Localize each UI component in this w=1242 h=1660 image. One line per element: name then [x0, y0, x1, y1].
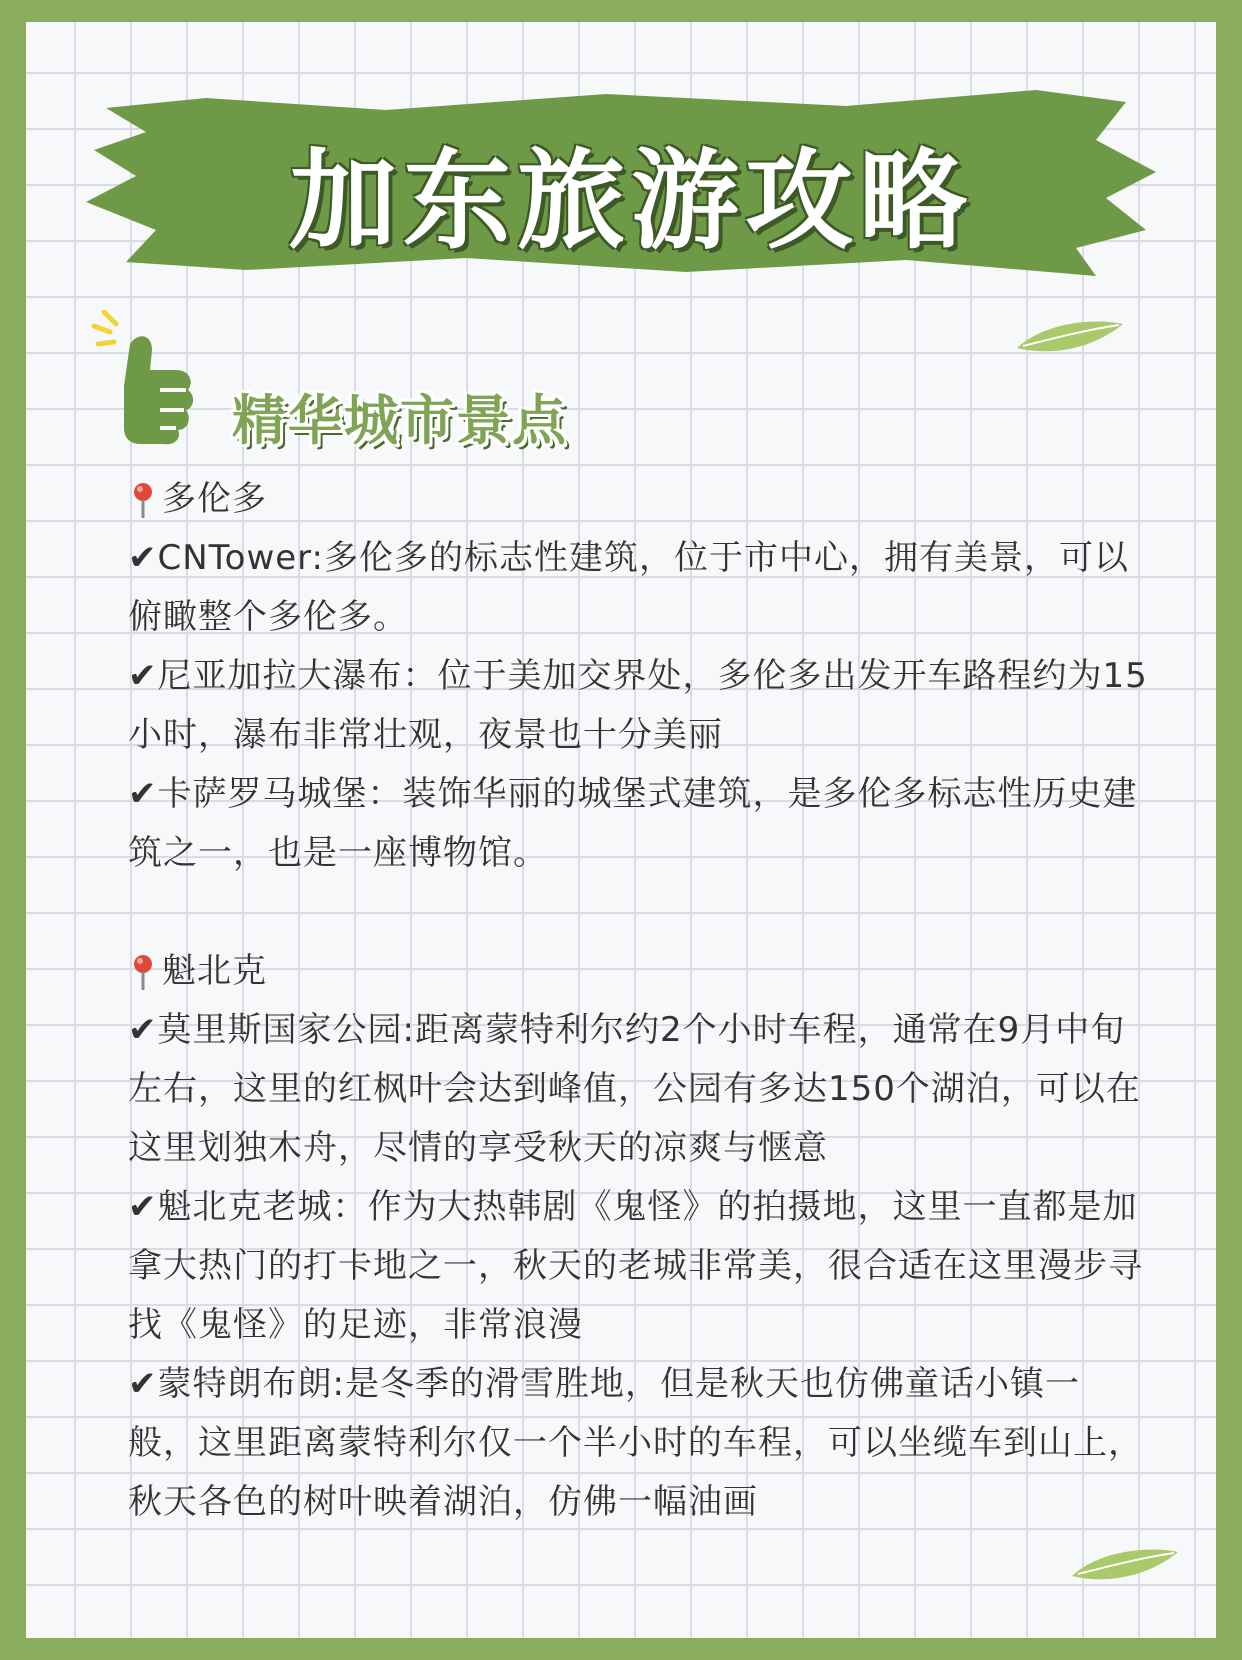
leaf-icon: [1015, 318, 1125, 358]
city-heading: [128, 470, 1148, 529]
spacer: [128, 883, 1148, 942]
attraction-item: ✔尼亚加拉大瀑布：位于美加交界处，多伦多出发开车路程约为15小时，瀑布非常壮观，夜景也十分美丽: [128, 656, 1148, 755]
attraction-item: ✔CNTower:多伦多的标志性建筑，位于市中心，拥有美景，可以俯瞰整个多伦多。: [128, 538, 1130, 637]
attraction-item: ✔莫里斯国家公园:距离蒙特利尔约2个小时车程，通常在9月中旬左右，这里的红枫叶会达到峰值，公园有多达150个湖泊，可以在这里划独木舟，尽情的享受秋天的凉爽与惬意: [128, 1010, 1141, 1168]
section-heading: 精华城市景点: [232, 389, 568, 452]
city-name: 多伦多: [162, 479, 267, 519]
leaf-icon: [1070, 1546, 1180, 1586]
attraction-item: ✔魁北克老城：作为大热韩剧《鬼怪》的拍摄地，这里一直都是加拿大热门的打卡地之一，秋天的老城非常美，很合适在这里漫步寻找《鬼怪》的足迹，非常浪漫: [128, 1187, 1143, 1345]
attraction-item: ✔蒙特朗布朗:是冬季的滑雪胜地，但是秋天也仿佛童话小镇一般，这里距离蒙特利尔仅一个半小时的车程，可以坐缆车到山上，秋天各色的树叶映着湖泊，仿佛一幅油画: [128, 1364, 1143, 1522]
city-name: 魁北克: [162, 951, 267, 991]
pushpin-icon: [128, 952, 158, 992]
title-banner: [86, 80, 1176, 280]
pushpin-icon: [128, 480, 158, 520]
city-heading: [128, 942, 1148, 1001]
content-body: [128, 470, 1148, 1532]
page-title: 加东旅游攻略: [288, 139, 973, 264]
attraction-item: ✔卡萨罗马城堡：装饰华丽的城堡式建筑，是多伦多标志性历史建筑之一，也是一座博物馆。: [128, 774, 1138, 873]
thumbs-up-icon: [90, 310, 210, 450]
